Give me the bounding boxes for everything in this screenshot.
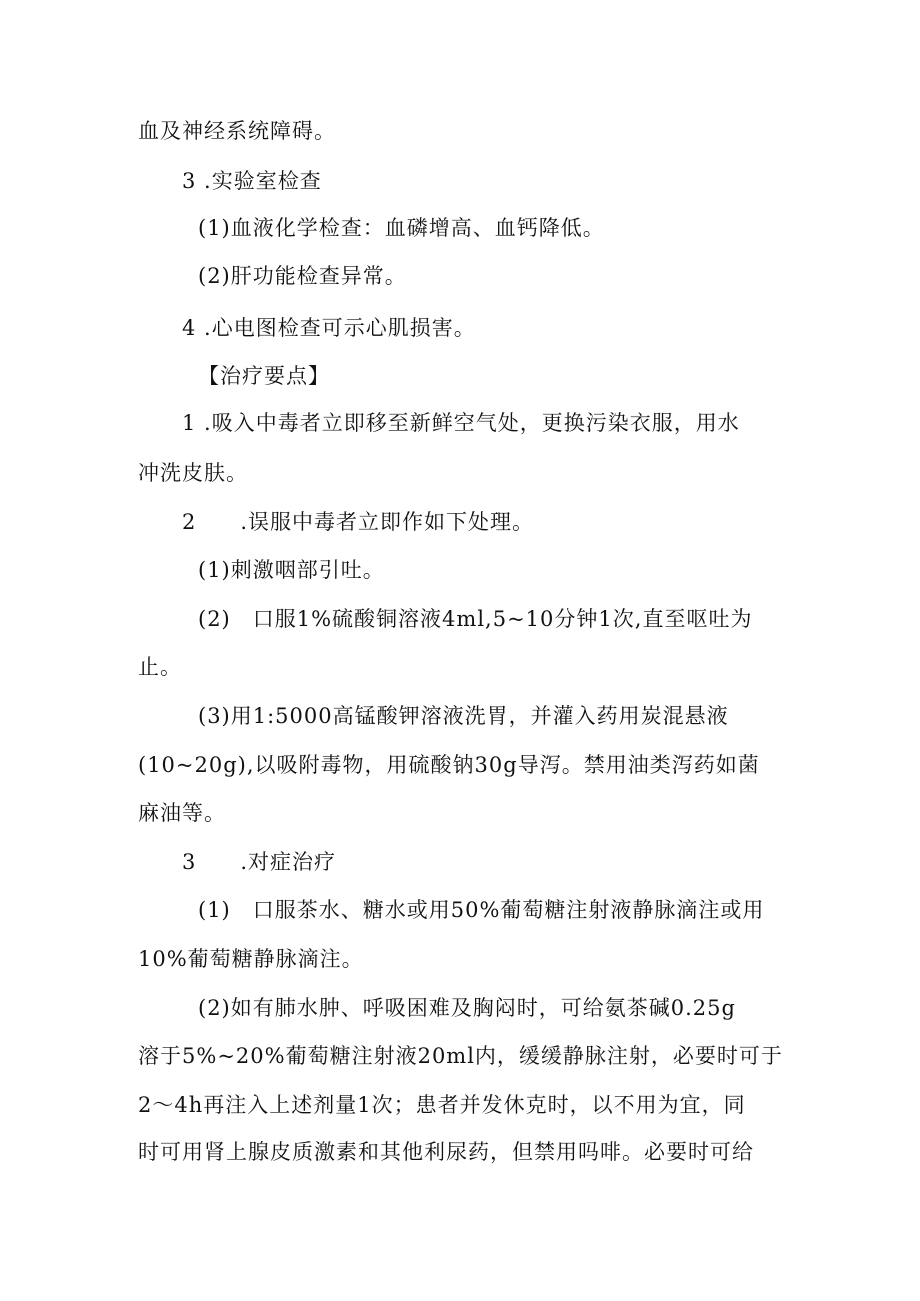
text-line: (2)肝功能检查异常。 [198,264,407,288]
text-line: 2～4h再注入上述剂量1次；患者并发休克时，以不用为宜，同 [138,1093,746,1117]
text-line: 溶于5%~20%葡萄糖注射液20ml内，缓缓静脉注射，必要时可于 [138,1044,783,1068]
text-line: 止。 [138,655,182,679]
text-line: (1)刺激咽部引吐。 [198,558,385,582]
text-line: 冲洗皮肤。 [138,461,248,485]
text-line: 10%葡萄糖静脉滴注。 [138,947,364,971]
text-line: (3)用1:5000高锰酸钾溶液洗胃，并灌入药用炭混悬液 [198,704,729,728]
text-line: 1 .吸入中毒者立即移至新鲜空气处，更换污染衣服，用水 [182,411,740,435]
section-heading: 4 .心电图检查可示心肌损害。 [182,316,476,340]
section-heading: 3 .对症治疗 [182,850,337,874]
section-heading: 【治疗要点】 [198,364,330,388]
section-heading: 2 .误服中毒者立即作如下处理。 [182,510,535,534]
text-line: 麻油等。 [138,801,226,825]
text-line: (10~20g),以吸附毒物，用硫酸钠30g导泻。禁用油类泻药如菌 [138,753,760,777]
text-line: (2)如有肺水肿、呼吸困难及胸闷时，可给氨茶碱0.25g [198,996,736,1020]
section-heading: 3 .实验室检查 [182,169,322,193]
text-line: (1)血液化学检查：血磷增高、血钙降低。 [198,216,605,240]
text-line: 血及神经系统障碍。 [138,119,336,143]
text-line: (2) 口服1%硫酸铜溶液4ml,5~10分钟1次,直至呕吐为 [198,607,753,631]
text-line: (1) 口服茶水、糖水或用50%葡萄糖注射液静脉滴注或用 [198,898,765,922]
text-line: 时可用肾上腺皮质激素和其他利尿药，但禁用吗啡。必要时可给 [138,1140,754,1164]
